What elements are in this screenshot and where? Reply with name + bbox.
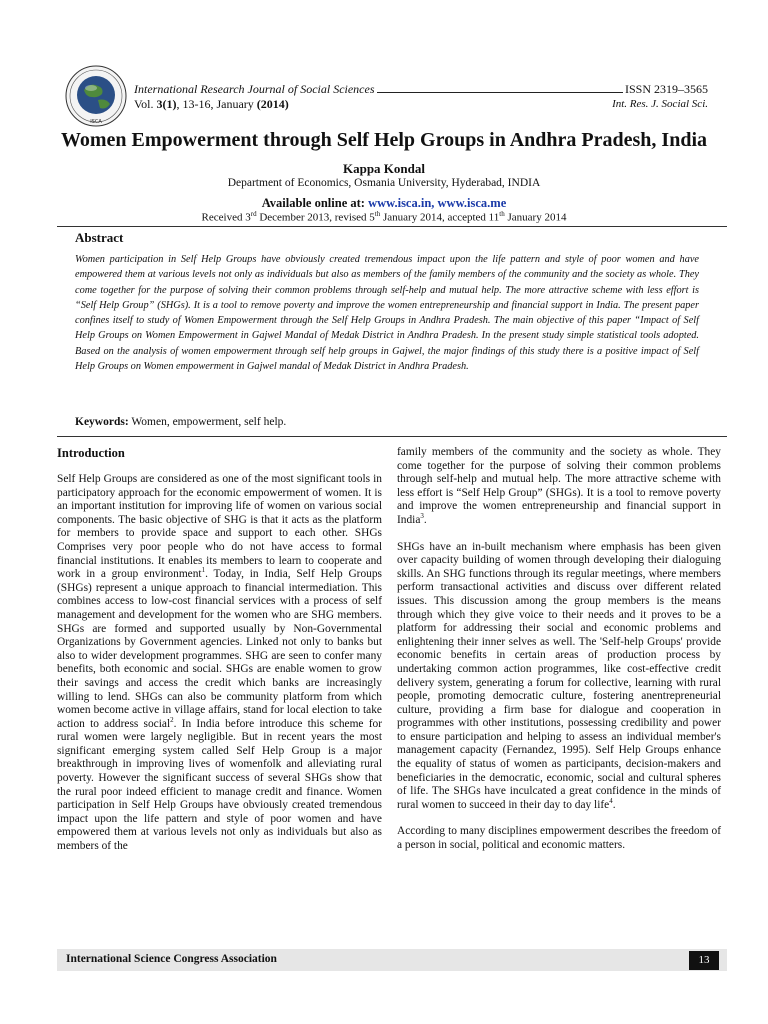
intro-p2-end: . xyxy=(423,513,427,526)
page-number: 13 xyxy=(689,951,719,970)
received-text: Received 3 xyxy=(201,211,251,224)
intro-p1-part-c: . In India before introduce this scheme for rural women were largely negligible. But in recent years the most significant emerging system called Self Help Group is a major breakthrough in improving lives of womenfolk and alleviating rural poverty. However the significant success of several SHGs show that the rural poor indeed efficient to manage credit and finance. Women participation in Self Help Groups have obviously created tremendous impact upon the life pattern and style of poor women and have empowered them at various levels not only as individuals but also as members of the xyxy=(57,717,382,853)
accepted-text: January 2014, accepted 11 xyxy=(380,211,500,224)
available-label: Available online at: xyxy=(261,196,369,210)
left-column xyxy=(57,446,382,854)
citation-3: 3 xyxy=(420,512,424,521)
revised-text: December 2013, revised 5 xyxy=(256,211,375,224)
vol-label: Vol. xyxy=(134,97,157,111)
volume-info xyxy=(134,97,289,111)
revised-sup: th xyxy=(374,210,381,218)
volume-line xyxy=(134,97,708,111)
intro-paragraph-3 xyxy=(397,541,721,813)
intro-paragraph-2 xyxy=(397,446,721,528)
intro-p2-text: family members of the community and the society as whole. They come together for the purpose of solving their common problems through self-help and mutual help. The more attractive scheme with less effort is “Self Help Group” (SHGs). It is a tool to remove poverty and improve the women entrepreneurship and financial support in India xyxy=(397,446,721,526)
vol-num: 3(1) xyxy=(156,97,177,111)
intro-p3-text: SHGs have an in-built mechanism where emphasis has been given over capacity building of women through developing their dialoguing skills. An SHG functions through its regular meetings, where members perform transactional activities and discuss over different related issues. This discussion among the group members is the means through which they give voice to their needs and it proves to be a platform for addressing their social and economic problems and enlightening their inner selves as well. The 'Self-help Groups' provide economic benefits in certain areas of production process by undertaking common action programmes, like cost-effective credit delivery system, generating a forum for collective, learning with rural people, promoting democratic culture, fostering anentrepreneurial culture, providing a firm base for dialogue and cooperation in programmes with other institutions, possessing credibility and power to ensure participation and helping to assess an individual member's management capacity (Fernandez, 1995). Self Help Groups enhance the equality of status of women as participants, decision-makers and beneficiaries in the democratic, economic, social and cultural spheres of life. The SHGs have inculcated a great confidence in the minds of rural women to succeed in their day to day life xyxy=(397,540,721,811)
citation-1: 1 xyxy=(201,566,206,575)
received-sup: rd xyxy=(250,210,257,218)
abstract-text: Women participation in Self Help Groups have obviously created tremendous impact upon the life pattern and style of poor women and have empowered them at various levels not only as individuals but also as members of the family members of the community and the society as whole. They come together for the purpose of solving their common problems through self-help and mutual help. The more attractive scheme with less effort is “Self Help Group” (SHGs). It is a tool to remove poverty and improve the women entrepreneurship and financial support in India. The present paper confines itself to study of Women Empowerment through the Self Help Groups in Andhra Pradesh. The main objective of this paper “Impact of Self Help Groups on Women Empowerment in Gajwel Mandal of Medak District in Andhra Pradesh. In the present study simple statistical tools adopted. Based on the analysis of women empowerment through self help groups in Gajwel, the major findings of this study there is a positive impact of Self Help Groups on Women empowerment in Gajwel mandal of Medak District in Andhra Pradesh. xyxy=(75,254,699,373)
author-name: Kappa Kondal xyxy=(342,161,425,176)
citation-4: 4 xyxy=(609,797,613,806)
accepted-sup: th xyxy=(499,210,505,218)
journal-header xyxy=(134,82,708,96)
journal-abbr: Int. Res. J. Social Sci. xyxy=(612,98,708,110)
intro-paragraph-1 xyxy=(57,473,382,854)
header-rule xyxy=(377,92,623,93)
intro-paragraph-4: According to many disciplines empowerment describes the freedom of a person in social, political and economic matters. xyxy=(397,825,721,852)
issn: ISSN 2319–3565 xyxy=(624,82,708,96)
pages-date: , 13-16, January xyxy=(176,97,257,111)
isca-globe-logo-icon xyxy=(64,64,128,128)
footer-organization: International Science Congress Association xyxy=(66,953,277,965)
section-divider xyxy=(57,436,727,437)
journal-links[interactable]: www.isca.in, www.isca.me xyxy=(368,196,507,210)
citation-2: 2 xyxy=(170,715,174,724)
keywords-list: Women, empowerment, self help. xyxy=(128,416,287,428)
received-dates xyxy=(0,210,768,224)
intro-p1-part-a: Self Help Groups are considered as one of the most significant tools in participatory approach for the economic empowerment of women. It is an important institution for improving life of women on various social components. The basic objective of SHG is that it acts as the platform for members to provide space and support to each other. SHGs Comprises very poor people who do not have access to formal financial institutions. It enables its members to learn to cooperate and work in a group environment xyxy=(57,473,382,581)
introduction-heading: Introduction xyxy=(57,446,125,460)
abstract-heading: Abstract xyxy=(75,230,124,245)
intro-p3-end: . xyxy=(612,798,616,811)
year: (2014) xyxy=(256,97,289,111)
paper-title: Women Empowerment through Self Help Groups in Andhra Pradesh, India xyxy=(60,129,708,151)
intro-p1-part-b: . Today, in India, Self Help Groups (SHGs) represent a unique approach to financial intermediation. This combines access to low-cost financial services with a process of self management and development for the women who are SHG members. SHGs are formed and supported usually by Non-Governmental Organizations by Government agencies. Linked not only to banks but also to wider development programmes. SHG are seen to confer many benefits, both economic and social. SHGs are enable women to grow their savings and access the credit which banks are increasingly willing to lend. SHGs can also be community platform from which women become active in village affairs, stand for local election to take action to address social xyxy=(57,568,382,730)
journal-name: International Research Journal of Social Sciences xyxy=(134,82,375,96)
keywords-label: Keywords: xyxy=(75,416,129,428)
affiliation: Department of Economics, Osmania University, Hyderabad, INDIA xyxy=(227,177,541,189)
top-divider xyxy=(57,226,727,227)
right-column xyxy=(397,446,721,853)
accepted-year: January 2014 xyxy=(504,211,567,224)
available-online xyxy=(0,196,768,211)
keywords xyxy=(75,416,699,428)
logo-label: ISCA xyxy=(90,119,102,125)
